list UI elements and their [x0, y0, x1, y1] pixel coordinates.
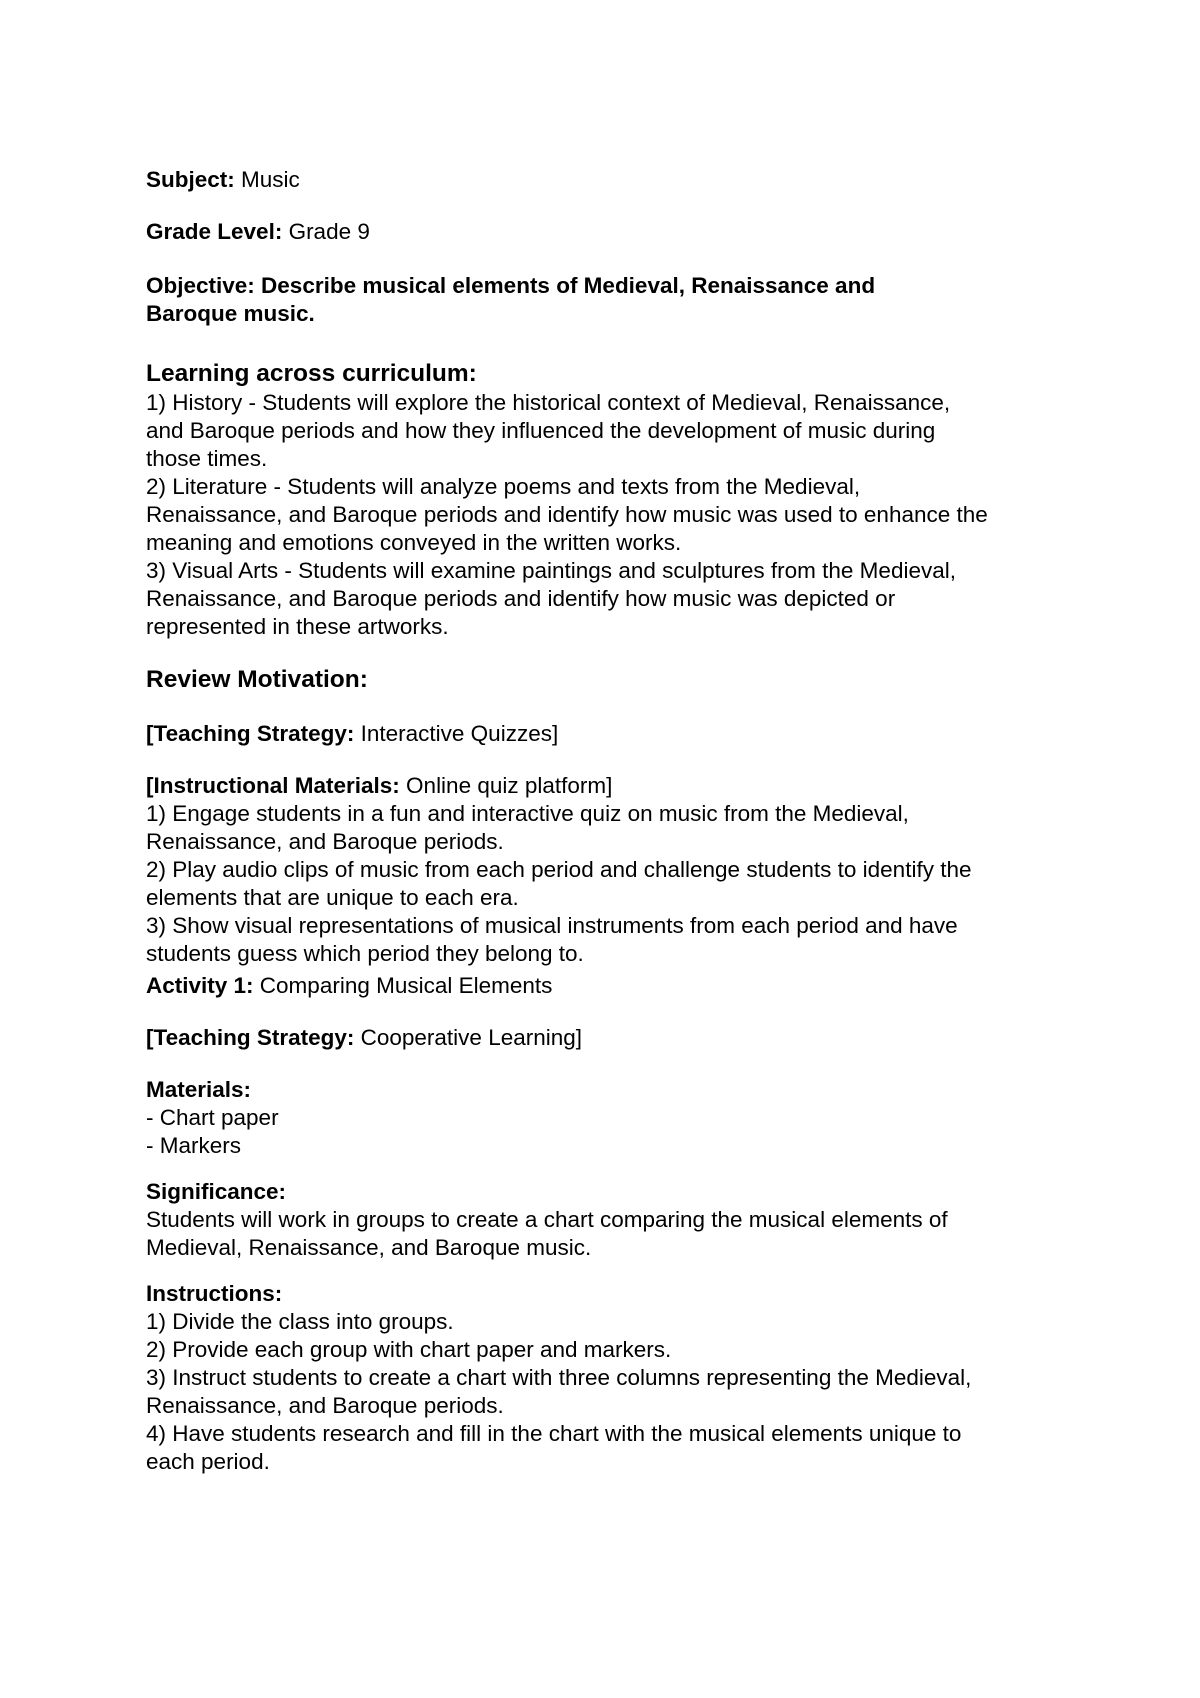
- significance-heading: Significance:: [146, 1179, 287, 1204]
- curriculum-heading: Learning across curriculum:: [146, 360, 477, 387]
- review-line: 1) Engage students in a fun and interactive quiz on music from the Medieval,: [146, 801, 909, 826]
- curriculum-line: meaning and emotions conveyed in the written works.: [146, 530, 682, 555]
- curriculum-line: Renaissance, and Baroque periods and identify how music was used to enhance the: [146, 502, 988, 527]
- objective-block: [146, 272, 875, 328]
- review-strategy-label: [Teaching Strategy:: [146, 721, 355, 746]
- review-materials-label: [Instructional Materials:: [146, 773, 400, 798]
- curriculum-block: [146, 359, 988, 641]
- instructions-line: 2) Provide each group with chart paper and markers.: [146, 1337, 672, 1362]
- review-strategy-value: Interactive Quizzes]: [354, 721, 559, 746]
- review-line: elements that are unique to each era.: [146, 885, 519, 910]
- significance-block: [146, 1178, 948, 1262]
- curriculum-line: Renaissance, and Baroque periods and identify how music was depicted or: [146, 586, 896, 611]
- materials-item: - Markers: [146, 1133, 241, 1158]
- curriculum-line: 3) Visual Arts - Students will examine paintings and sculptures from the Medieval,: [146, 558, 956, 583]
- grade-level-line: [146, 218, 370, 246]
- materials-heading: Materials:: [146, 1077, 252, 1102]
- curriculum-line: and Baroque periods and how they influenced the development of music during: [146, 418, 936, 443]
- objective-text-line: Baroque music.: [146, 301, 315, 326]
- activity-1-title: Comparing Musical Elements: [253, 973, 553, 998]
- materials-item: - Chart paper: [146, 1105, 279, 1130]
- materials-block: [146, 1076, 279, 1160]
- activity-strategy-value: Cooperative Learning]: [354, 1025, 583, 1050]
- activity-1-label: Activity 1:: [146, 973, 254, 998]
- curriculum-line: 2) Literature - Students will analyze poems and texts from the Medieval,: [146, 474, 861, 499]
- review-materials-block: [146, 772, 971, 968]
- grade-level-label: Grade Level:: [146, 219, 283, 244]
- review-line: Renaissance, and Baroque periods.: [146, 829, 504, 854]
- instructions-line: 4) Have students research and fill in the chart with the musical elements unique to: [146, 1421, 962, 1446]
- review-line: 3) Show visual representations of musical instruments from each period and have: [146, 913, 958, 938]
- review-motivation-heading: Review Motivation:: [146, 666, 368, 693]
- activity-1-line: [146, 972, 552, 1000]
- review-line: 2) Play audio clips of music from each period and challenge students to identify the: [146, 857, 972, 882]
- review-line: students guess which period they belong to.: [146, 941, 584, 966]
- activity-strategy-line: [146, 1024, 582, 1052]
- instructions-line: each period.: [146, 1449, 270, 1474]
- subject-label: Subject:: [146, 167, 235, 192]
- grade-level-value: Grade 9: [282, 219, 370, 244]
- review-materials-value: Online quiz platform]: [399, 773, 613, 798]
- review-strategy-line: [146, 720, 558, 748]
- curriculum-line: those times.: [146, 446, 268, 471]
- subject-line: [146, 166, 300, 194]
- subject-value: Music: [234, 167, 300, 192]
- activity-strategy-label: [Teaching Strategy:: [146, 1025, 355, 1050]
- curriculum-line: 1) History - Students will explore the historical context of Medieval, Renaissance,: [146, 390, 951, 415]
- instructions-line: 1) Divide the class into groups.: [146, 1309, 454, 1334]
- curriculum-line: represented in these artworks.: [146, 614, 449, 639]
- instructions-heading: Instructions:: [146, 1281, 283, 1306]
- instructions-line: Renaissance, and Baroque periods.: [146, 1393, 504, 1418]
- objective-text-line: Describe musical elements of Medieval, Renaissance and: [254, 273, 876, 298]
- objective-label: Objective:: [146, 273, 255, 298]
- instructions-block: [146, 1280, 971, 1476]
- significance-line: Medieval, Renaissance, and Baroque music.: [146, 1235, 592, 1260]
- significance-line: Students will work in groups to create a chart comparing the musical elements of: [146, 1207, 948, 1232]
- instructions-line: 3) Instruct students to create a chart with three columns representing the Medieval,: [146, 1365, 972, 1390]
